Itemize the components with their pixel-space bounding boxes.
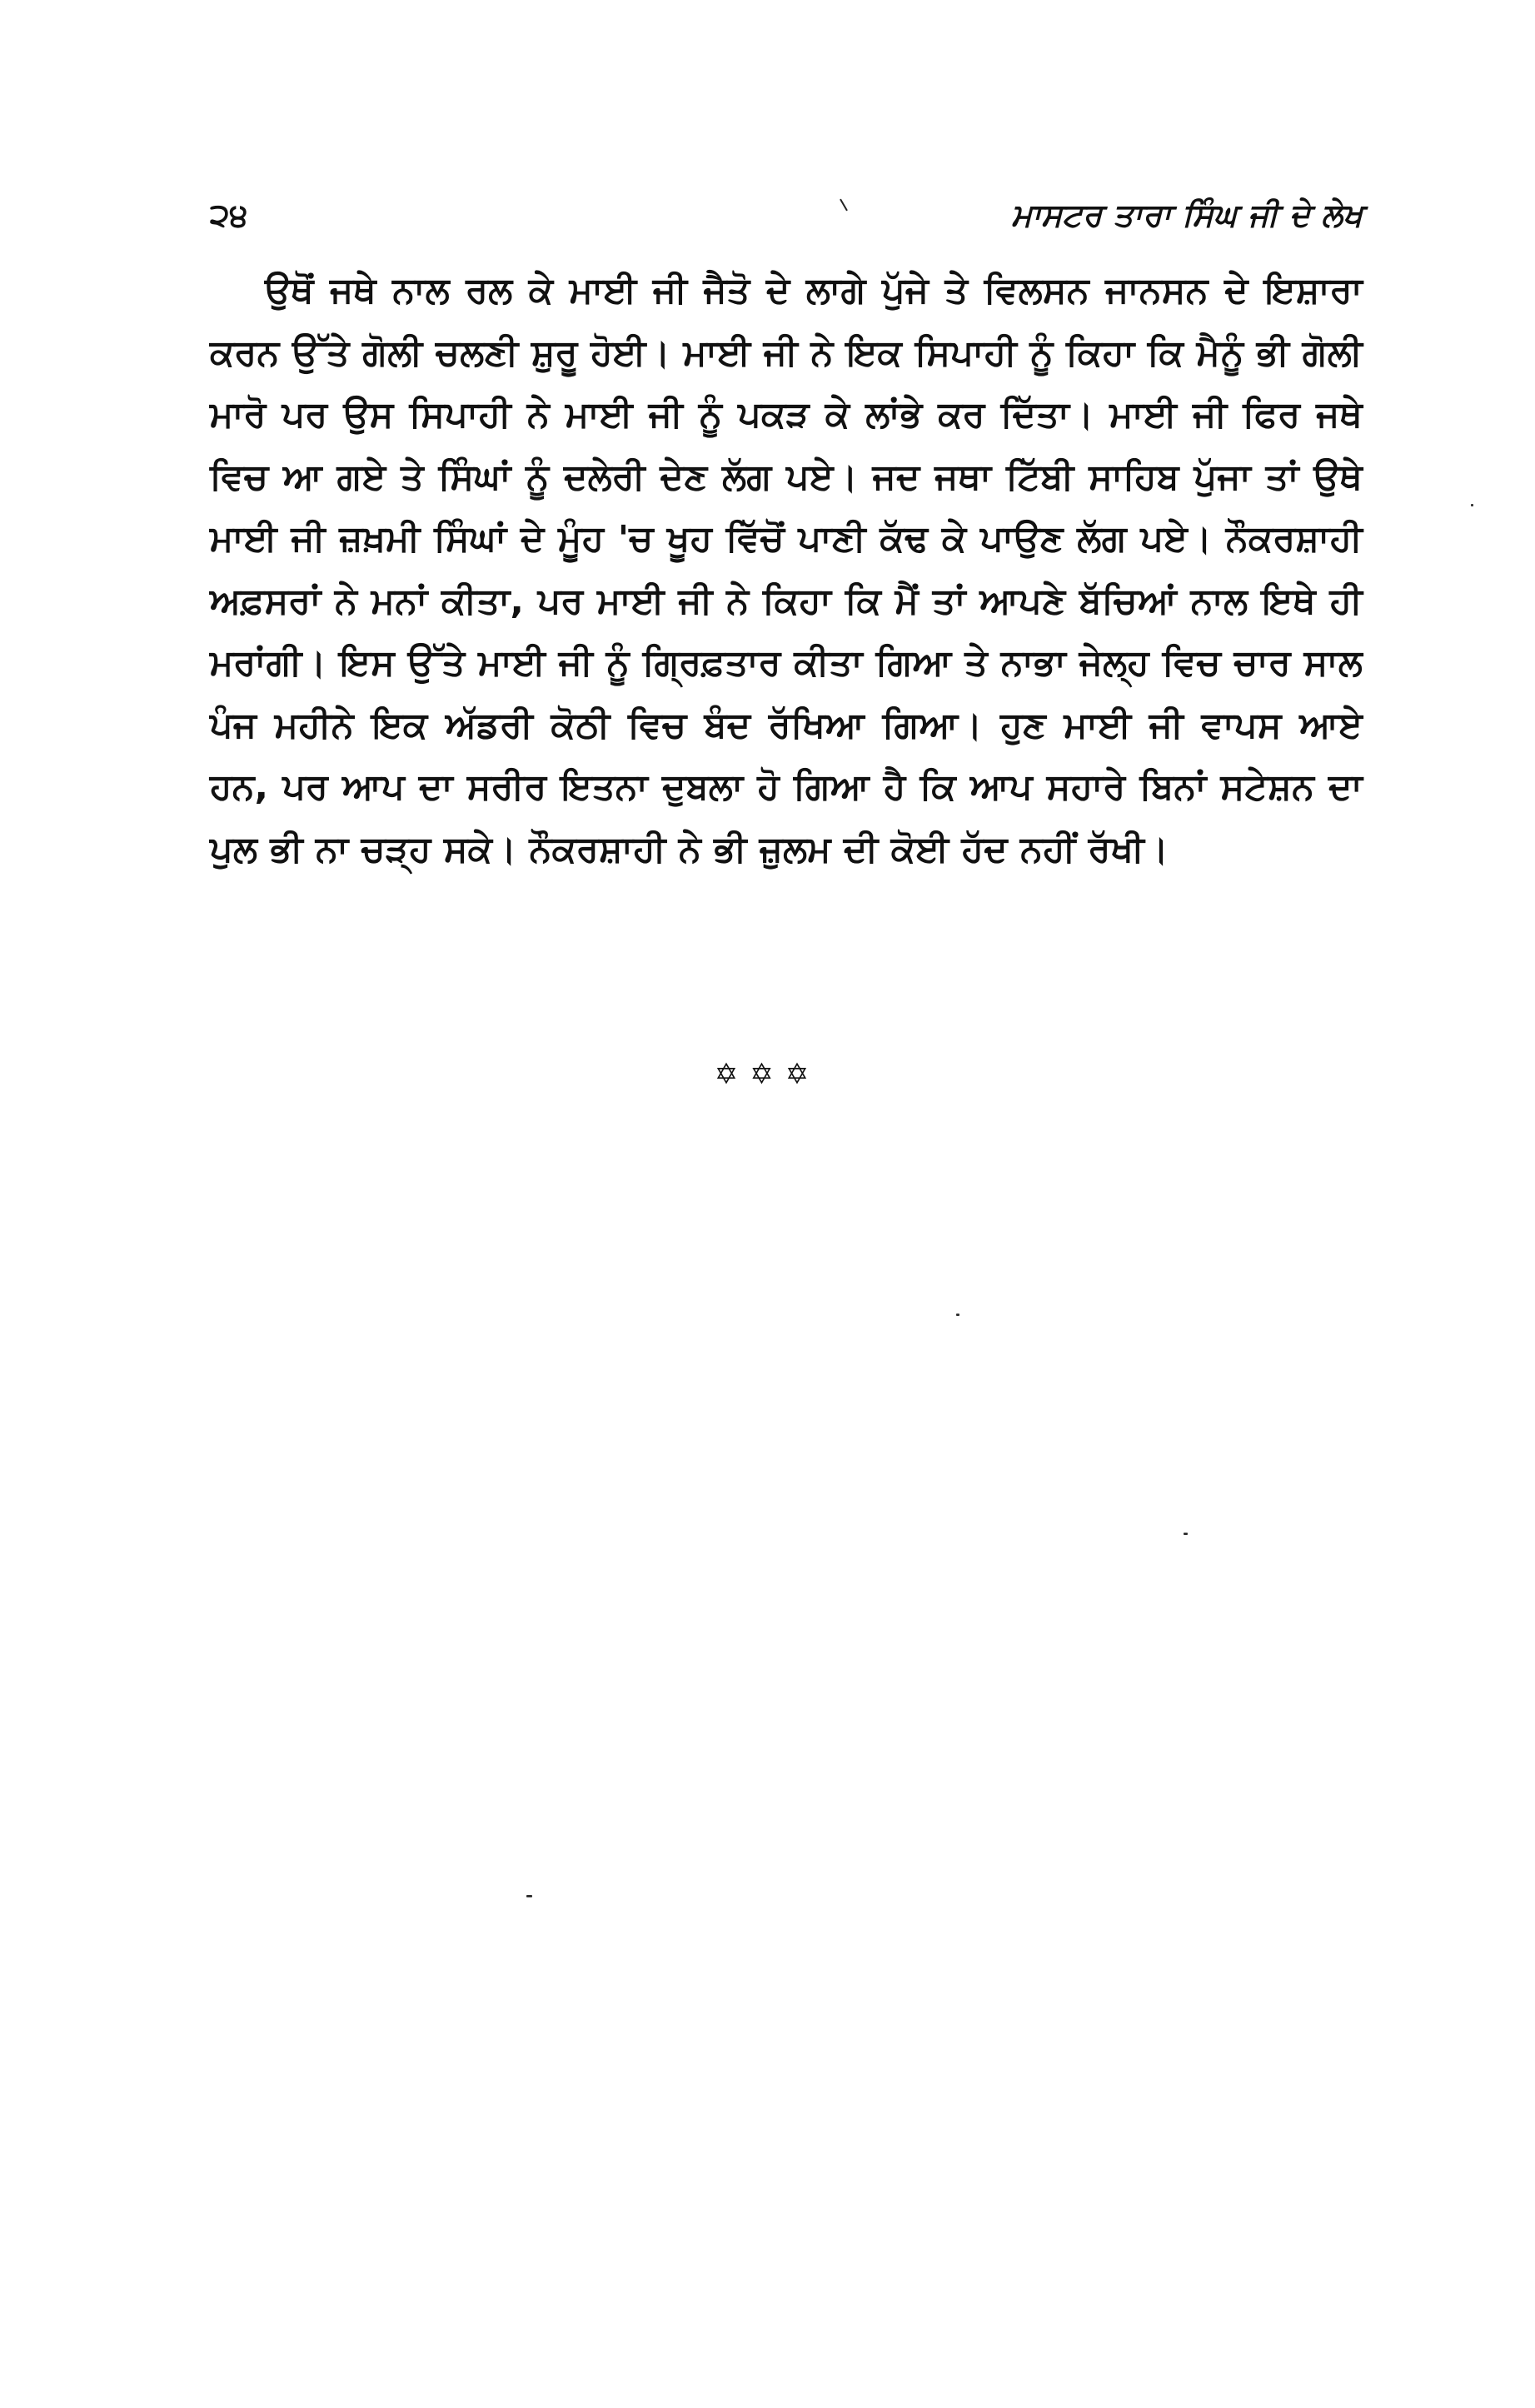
scan-speck — [1471, 504, 1473, 506]
running-header: ਮਾਸਟਰ ਤਾਰਾ ਸਿੰਘ ਜੀ ਦੇ ਲੇਖ — [1011, 197, 1363, 233]
scan-speck — [526, 1895, 532, 1897]
page-number: ੨੪ — [210, 197, 248, 233]
header-mark — [840, 199, 848, 212]
body-paragraph: ਉਥੋਂ ਜਥੇ ਨਾਲ ਰਲ ਕੇ ਮਾਈ ਜੀ ਜੈਤੋ ਦੇ ਲਾਗੇ ਪੁੱਜੇ ਤੇ ਵਿਲਸਨ ਜਾਨਸਨ ਦੇ ਇਸ਼ਾਰਾ ਕਰਨ ਉੱਤੇ ਗੋਲੀ ਚਲਣੀ ਸ਼ੁਰੂ ਹੋਈ। ਮਾਈ ਜੀ ਨੇ ਇਕ ਸਿਪਾਹੀ ਨੂੰ ਕਿਹਾ ਕਿ ਮੈਨੂੰ ਭੀ ਗੋਲੀ ਮਾਰੋ ਪਰ ਉਸ ਸਿਪਾਹੀ ਨੇ ਮਾਈ ਜੀ ਨੂੰ ਪਕੜ ਕੇ ਲਾਂਭੇ ਕਰ ਦਿੱਤਾ। ਮਾਈ ਜੀ ਫਿਰ ਜਥੇ ਵਿਚ ਆ ਗਏ ਤੇ ਸਿੰਘਾਂ ਨੂੰ ਦਲੇਰੀ ਦੇਣ ਲੱਗ ਪਏ। ਜਦ ਜਥਾ ਟਿੱਬੀ ਸਾਹਿਬ ਪੁੱਜਾ ਤਾਂ ਉਥੇ ਮਾਈ ਜੀ ਜ਼ਖ਼ਮੀ ਸਿੰਘਾਂ ਦੇ ਮੂੰਹ 'ਚ ਖੂਹ ਵਿੱਚੋਂ ਪਾਣੀ ਕੱਢ ਕੇ ਪਾਉਣ ਲੱਗ ਪਏ। ਨੌਕਰਸ਼ਾਹੀ ਅਫ਼ਸਰਾਂ ਨੇ ਮਨਾਂ ਕੀਤਾ, ਪਰ ਮਾਈ ਜੀ ਨੇ ਕਿਹਾ ਕਿ ਮੈਂ ਤਾਂ ਆਪਣੇ ਬੱਚਿਆਂ ਨਾਲ ਇਥੇ ਹੀ ਮਰਾਂਗੀ। ਇਸ ਉੱਤੇ ਮਾਈ ਜੀ ਨੂੰ ਗ੍ਰਿਫ਼ਤਾਰ ਕੀਤਾ ਗਿਆ ਤੇ ਨਾਭਾ ਜੇਲ੍ਹ ਵਿਚ ਚਾਰ ਸਾਲ ਪੰਜ ਮਹੀਨੇ ਇਕ ਅੱਡਰੀ ਕੋਠੀ ਵਿਚ ਬੰਦ ਰੱਖਿਆ ਗਿਆ। ਹੁਣ ਮਾਈ ਜੀ ਵਾਪਸ ਆਏ ਹਨ, ਪਰ ਆਪ ਦਾ ਸਰੀਰ ਇਤਨਾ ਦੁਬਲਾ ਹੋ ਗਿਆ ਹੈ ਕਿ ਆਪ ਸਹਾਰੇ ਬਿਨਾਂ ਸਟੇਸ਼ਨ ਦਾ ਪੁਲ ਭੀ ਨਾ ਚੜ੍ਹ ਸਕੇ। ਨੌਕਰਸ਼ਾਹੀ ਨੇ ਭੀ ਜ਼ੁਲਮ ਦੀ ਕੋਈ ਹੱਦ ਨਹੀਂ ਰੱਖੀ। — [210, 270, 1363, 870]
scan-speck — [1184, 1533, 1188, 1535]
scan-speck — [956, 1314, 959, 1316]
section-break-ornament: ✡✡✡ — [714, 1058, 821, 1091]
